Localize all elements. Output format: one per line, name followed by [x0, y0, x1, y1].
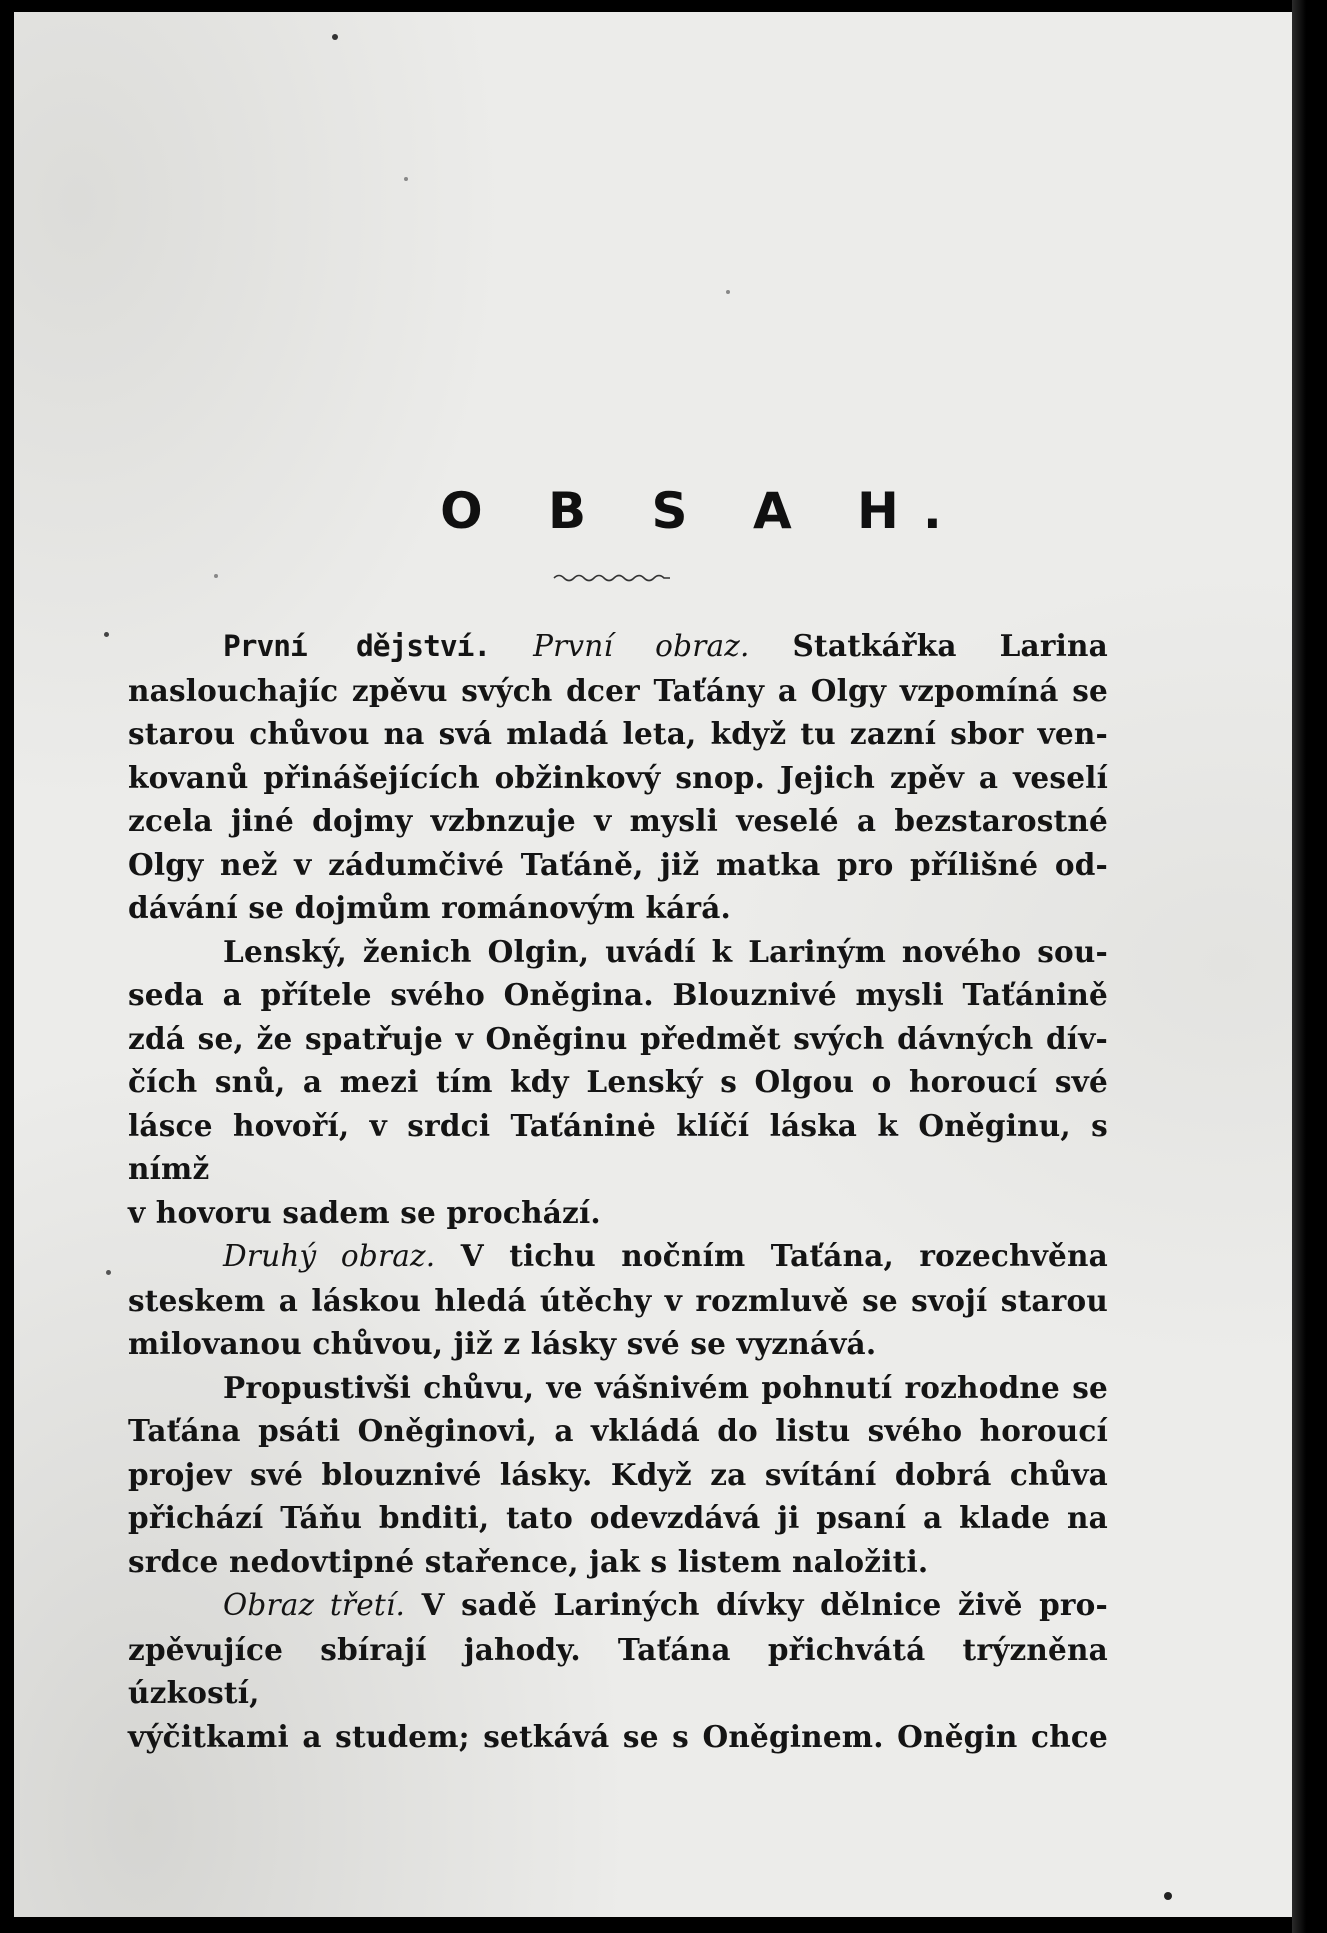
- text-line: Propustivši chůvu, ve vášnivém pohnutí rozhodne se: [223, 1369, 1108, 1405]
- paper-speck: [106, 1270, 111, 1275]
- text-line: steskem a láskou hledá útěchy v rozmluvě se svojí starou: [128, 1282, 1108, 1318]
- paper-speck: [726, 290, 730, 294]
- contents-text: [128, 624, 1108, 1758]
- page-title: O B S A H.: [440, 482, 966, 540]
- text-line: starou chůvou na svá mladá leta, když tu zazní sbor ven-: [128, 716, 1108, 751]
- page-edge-shadow: [1292, 0, 1327, 1933]
- paper-speck: [1164, 1892, 1172, 1900]
- paper-speck: [104, 632, 109, 637]
- text-line: Olgy než v zádumčivé Taťáně, již matka pro přílišné od-: [128, 846, 1108, 882]
- text-line: [128, 1583, 1108, 1628]
- text-line: zdá se, že spatřuje v Oněginu předmět svých dávných dív-: [128, 1020, 1108, 1056]
- text-segment: V sadě Lariných dívky dělnice živě pro-: [421, 1587, 1108, 1622]
- scene-heading: Obraz třetí.: [223, 1588, 406, 1622]
- text-line: výčitkami a studem; setkává se s Oněginem. Oněgin chce: [128, 1718, 1108, 1754]
- act-heading: První dějství.: [223, 629, 491, 663]
- text-line: Lenský, ženich Olgin, uvádí k Lariným nového sou-: [223, 933, 1108, 969]
- text-line: milovanou chůvou, již z lásky své se vyznává.: [128, 1326, 877, 1361]
- text-line: přichází Táňu bnditi, tato odevzdává ji psaní a klade na: [128, 1500, 1108, 1535]
- text-segment: Statkářka Larina: [792, 628, 1108, 663]
- paper-speck: [404, 177, 408, 181]
- text-line: dávání se dojmům románovým kárá.: [128, 890, 732, 925]
- paper-speck: [214, 574, 218, 578]
- text-line: zpěvujíce sbírají jahody. Taťána přichvátá trýzněna úzkostí,: [128, 1631, 1108, 1710]
- text-line: v hovoru sadem se prochází.: [128, 1194, 601, 1230]
- text-line: Taťána psáti Oněginovi, a vkládá do listu svého horoucí: [128, 1413, 1108, 1448]
- scene-heading: Druhý obraz.: [223, 1239, 436, 1273]
- text-line: čích snů, a mezi tím kdy Lenský s Olgou o horoucí své: [128, 1064, 1108, 1099]
- text-line: seda a přítele svého Oněgina. Blouznivé mysli Taťánině: [128, 977, 1108, 1012]
- text-line: naslouchajíc zpěvu svých dcer Taťány a Olgy vzpomíná se: [128, 672, 1108, 708]
- scene-heading: První obraz.: [533, 629, 750, 663]
- text-line: [128, 1234, 1108, 1279]
- book-page: [14, 12, 1292, 1917]
- title-ornament: [552, 572, 672, 584]
- text-line: zcela jiné dojmy vzbnzuje v mysli veselé a bezstarostné: [128, 803, 1108, 838]
- text-line: kovanů přinášejících obžinkový snop. Jejich zpěv a veselí: [128, 759, 1108, 795]
- text-line: lásce hovoří, v srdci Taťáninė klíčí láska k Oněginu, s nímž: [128, 1107, 1108, 1186]
- text-line: srdce nedovtipné stařence, jak s listem naložiti.: [128, 1543, 929, 1579]
- text-line: [128, 624, 1108, 669]
- text-segment: V tichu nočním Taťána, rozechvěna: [460, 1238, 1108, 1273]
- paper-speck: [332, 34, 338, 40]
- text-line: projev své blouznivé lásky. Když za svítání dobrá chůva: [128, 1456, 1108, 1492]
